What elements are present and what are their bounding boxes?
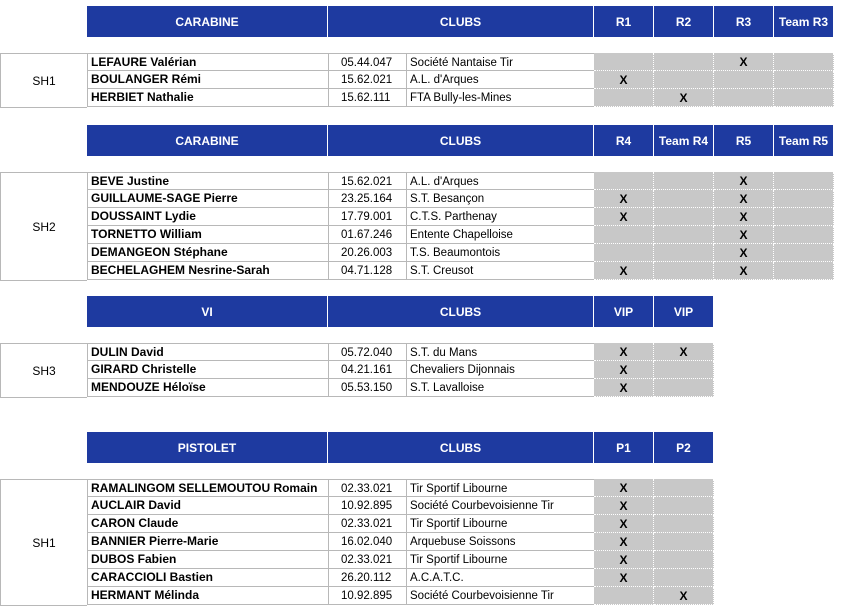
clubs-header: CLUBS [328,432,594,463]
event-mark [654,551,714,569]
license-number: 26.20.112 [328,569,406,587]
athlete-name: DOUSSAINT Lydie [87,208,328,226]
event-column-header: Team R3 [774,6,834,37]
event-mark [594,587,654,605]
event-column-header: VIP [594,296,654,327]
event-mark: X [594,343,654,361]
club-name: A.C.A.T.C. [406,569,594,587]
event-mark [774,190,834,208]
section-header [87,432,714,463]
event-column-header: R2 [654,6,714,37]
club-name: A.L. d'Arques [406,172,594,190]
event-column-header: R4 [594,125,654,156]
license-number: 15.62.111 [328,89,406,107]
table-row [87,244,834,262]
event-mark [654,172,714,190]
club-name: C.T.S. Parthenay [406,208,594,226]
license-number: 05.72.040 [328,343,406,361]
club-name: Société Courbevoisienne Tir [406,497,594,515]
table-row [87,53,834,71]
category-label: SH2 [0,172,87,281]
event-mark [654,379,714,397]
table-row [87,208,834,226]
event-mark [654,515,714,533]
event-mark: X [594,551,654,569]
event-mark [774,172,834,190]
license-number: 02.33.021 [328,551,406,569]
table-row [87,343,714,361]
event-mark [774,244,834,262]
event-column-header: R1 [594,6,654,37]
table-row [87,262,834,280]
club-name: S.T. du Mans [406,343,594,361]
license-number: 01.67.246 [328,226,406,244]
license-number: 10.92.895 [328,497,406,515]
athlete-list [87,479,714,605]
event-mark: X [594,262,654,280]
event-mark [594,244,654,262]
section-header [87,6,834,37]
athlete-name: CARACCIOLI Bastien [87,569,328,587]
event-mark [594,226,654,244]
license-number: 02.33.021 [328,479,406,497]
category-label: SH1 [0,479,87,606]
event-mark [774,53,834,71]
clubs-header: CLUBS [328,125,594,156]
table-row [87,515,714,533]
event-mark [774,226,834,244]
category-label: SH1 [0,53,87,108]
event-mark: X [714,208,774,226]
table-row [87,190,834,208]
table-row [87,551,714,569]
club-name: Tir Sportif Libourne [406,551,594,569]
athlete-name: RAMALINGOM SELLEMOUTOU Romain [87,479,328,497]
club-name: A.L. d'Arques [406,71,594,89]
event-mark: X [714,190,774,208]
athlete-name: GIRARD Christelle [87,361,328,379]
event-mark [654,479,714,497]
discipline-header: PISTOLET [87,432,328,463]
event-column-header: R5 [714,125,774,156]
table-row [87,533,714,551]
event-mark [654,497,714,515]
athlete-name: DUBOS Fabien [87,551,328,569]
athlete-name: MENDOUZE Héloïse [87,379,328,397]
event-column-header: P1 [594,432,654,463]
event-mark: X [654,343,714,361]
license-number: 10.92.895 [328,587,406,605]
discipline-header: VI [87,296,328,327]
event-mark [774,71,834,89]
license-number: 20.26.003 [328,244,406,262]
clubs-header: CLUBS [328,296,594,327]
event-mark: X [594,361,654,379]
license-number: 05.53.150 [328,379,406,397]
event-mark: X [594,71,654,89]
table-row [87,172,834,190]
event-column-header: Team R5 [774,125,834,156]
event-column-header: P2 [654,432,714,463]
license-number: 16.02.040 [328,533,406,551]
club-name: Société Courbevoisienne Tir [406,587,594,605]
table-row [87,587,714,605]
club-name: T.S. Beaumontois [406,244,594,262]
license-number: 04.21.161 [328,361,406,379]
event-mark [594,89,654,107]
athlete-list [87,53,834,107]
discipline-header: CARABINE [87,125,328,156]
athlete-name: AUCLAIR David [87,497,328,515]
athlete-name: BANNIER Pierre-Marie [87,533,328,551]
section-header [87,296,714,327]
athlete-name: LEFAURE Valérian [87,53,328,71]
athlete-name: HERMANT Mélinda [87,587,328,605]
event-mark: X [594,379,654,397]
event-mark [654,361,714,379]
event-mark: X [714,226,774,244]
clubs-header: CLUBS [328,6,594,37]
club-name: Arquebuse Soissons [406,533,594,551]
club-name: S.T. Creusot [406,262,594,280]
event-mark [654,244,714,262]
club-name: S.T. Besançon [406,190,594,208]
athlete-name: CARON Claude [87,515,328,533]
event-mark [714,71,774,89]
club-name: Tir Sportif Libourne [406,479,594,497]
athlete-name: BEVE Justine [87,172,328,190]
event-mark [714,89,774,107]
event-mark [774,262,834,280]
event-mark [774,208,834,226]
athlete-name: BOULANGER Rémi [87,71,328,89]
athlete-name: DULIN David [87,343,328,361]
athlete-list [87,172,834,280]
table-row [87,71,834,89]
event-column-header: VIP [654,296,714,327]
athlete-name: TORNETTO William [87,226,328,244]
event-mark: X [714,244,774,262]
club-name: Chevaliers Dijonnais [406,361,594,379]
section-header [87,125,834,156]
license-number: 04.71.128 [328,262,406,280]
license-number: 17.79.001 [328,208,406,226]
discipline-header: CARABINE [87,6,328,37]
license-number: 23.25.164 [328,190,406,208]
event-mark: X [654,587,714,605]
table-row [87,379,714,397]
event-mark [654,53,714,71]
event-mark: X [594,208,654,226]
event-mark [654,190,714,208]
event-mark: X [594,497,654,515]
athlete-name: HERBIET Nathalie [87,89,328,107]
event-mark [654,262,714,280]
event-mark: X [714,262,774,280]
event-mark [594,172,654,190]
event-mark [654,569,714,587]
athlete-name: DEMANGEON Stéphane [87,244,328,262]
event-mark: X [594,479,654,497]
event-mark: X [594,190,654,208]
event-mark: X [594,515,654,533]
license-number: 02.33.021 [328,515,406,533]
club-name: Entente Chapelloise [406,226,594,244]
event-mark [594,53,654,71]
event-mark [654,71,714,89]
club-name: FTA Bully-les-Mines [406,89,594,107]
table-row [87,479,714,497]
license-number: 05.44.047 [328,53,406,71]
event-mark [654,226,714,244]
event-mark: X [654,89,714,107]
event-mark: X [714,172,774,190]
table-row [87,497,714,515]
category-label: SH3 [0,343,87,398]
event-mark: X [594,533,654,551]
table-row [87,89,834,107]
table-row [87,226,834,244]
event-column-header: R3 [714,6,774,37]
club-name: Tir Sportif Libourne [406,515,594,533]
athlete-name: GUILLAUME-SAGE Pierre [87,190,328,208]
athlete-list [87,343,714,397]
event-mark [774,89,834,107]
event-mark [654,208,714,226]
table-row [87,361,714,379]
table-row [87,569,714,587]
event-mark: X [714,53,774,71]
club-name: Société Nantaise Tir [406,53,594,71]
club-name: S.T. Lavalloise [406,379,594,397]
license-number: 15.62.021 [328,172,406,190]
event-column-header: Team R4 [654,125,714,156]
event-mark [654,533,714,551]
event-mark: X [594,569,654,587]
license-number: 15.62.021 [328,71,406,89]
athlete-name: BECHELAGHEM Nesrine-Sarah [87,262,328,280]
